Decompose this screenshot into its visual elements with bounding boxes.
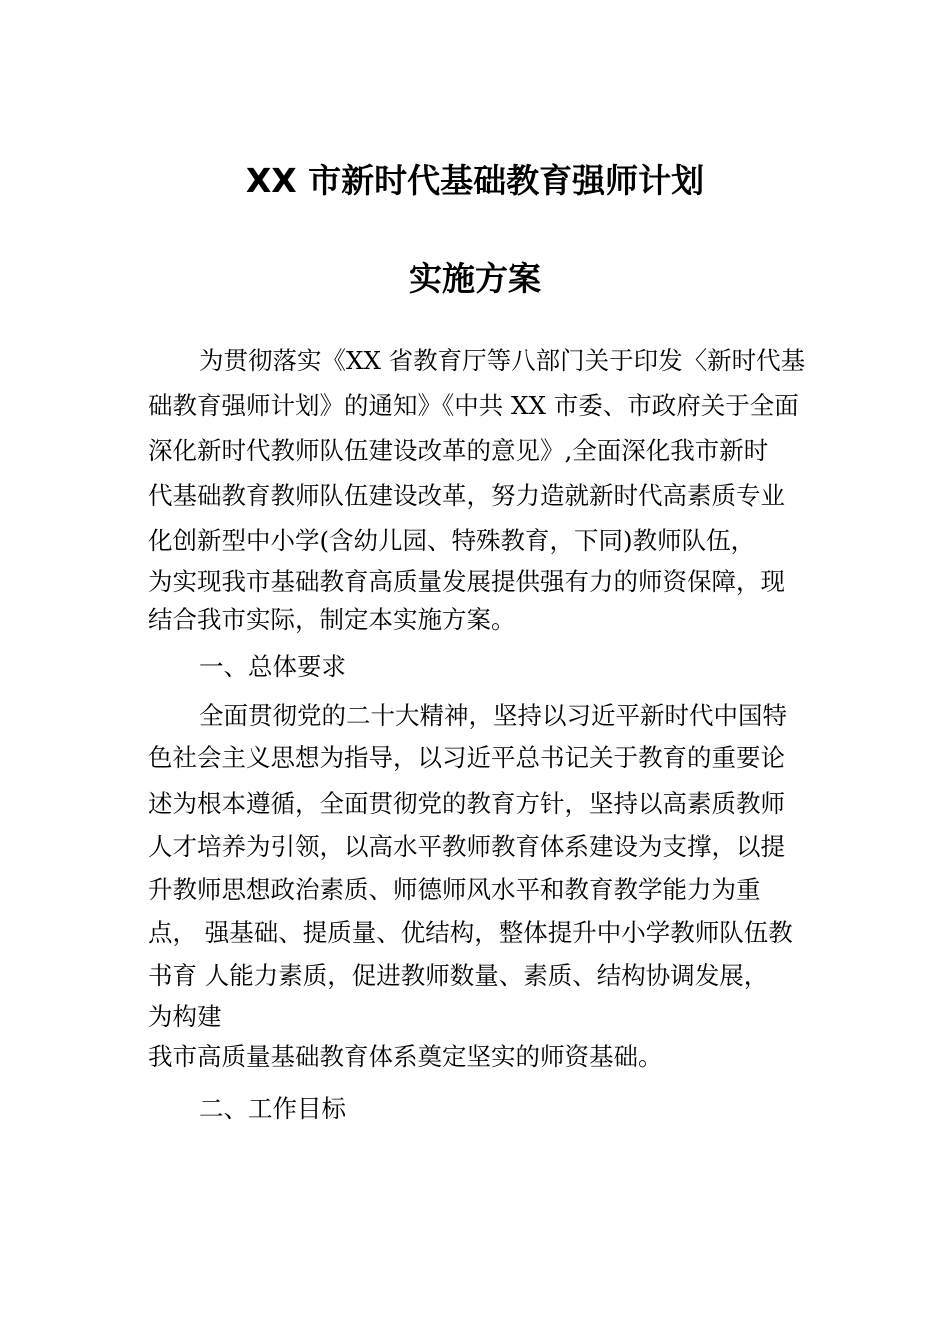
paragraph-line: 化创新型中小学(含幼儿园、特殊教育，下同)教师队伍，	[148, 526, 756, 555]
document-title-line-2: 实施方案	[409, 259, 541, 298]
paragraph-line: 色社会主义思想为指导，以习近平总书记关于教育的重要论	[148, 743, 785, 772]
paragraph-line: 深化新时代教师队伍建设改革的意见》,全面深化我市新时	[148, 436, 769, 465]
paragraph-line: 代基础教育教师队伍建设改革，努力造就新时代高素质专业	[148, 481, 785, 510]
paragraph-line: 升教师思想政治素质、师德师风水平和教育教学能力为重	[148, 875, 761, 904]
section-heading-overall-requirements: 一、总体要求	[199, 652, 346, 681]
section-heading-work-goals: 二、工作目标	[199, 1094, 346, 1123]
paragraph-line: 全面贯彻党的二十大精神，坚持以习近平新时代中国特	[199, 701, 787, 730]
paragraph-line: 础教育强师计划》的通知》《中共 XX 市委、市政府关于全面	[148, 391, 799, 420]
paragraph-line: 结合我市实际，制定本实施方案。	[148, 605, 516, 634]
paragraph-line: 为贯彻落实《XX 省教育厅等八部门关于印发〈新时代基	[199, 346, 806, 375]
paragraph-line: 人才培养为引领，以高水平教师教育体系建设为支撑，以提	[148, 832, 785, 861]
paragraph-line: 我市高质量基础教育体系奠定坚实的师资基础。	[148, 1042, 663, 1071]
paragraph-line: 书育 人能力素质，促进教师数量、素质、结构协调发展，	[148, 961, 769, 990]
document-title-line-1: XX 市新时代基础教育强师计划	[245, 161, 705, 200]
paragraph-line: 述为根本遵循，全面贯彻党的教育方针，坚持以高素质教师	[148, 789, 785, 818]
paragraph-line: 为实现我市基础教育高质量发展提供强有力的师资保障，现	[148, 567, 785, 596]
paragraph-line: 为构建	[148, 1002, 222, 1031]
paragraph-line: 点， 强基础、提质量、优结构，整体提升中小学教师队伍教	[148, 918, 793, 947]
